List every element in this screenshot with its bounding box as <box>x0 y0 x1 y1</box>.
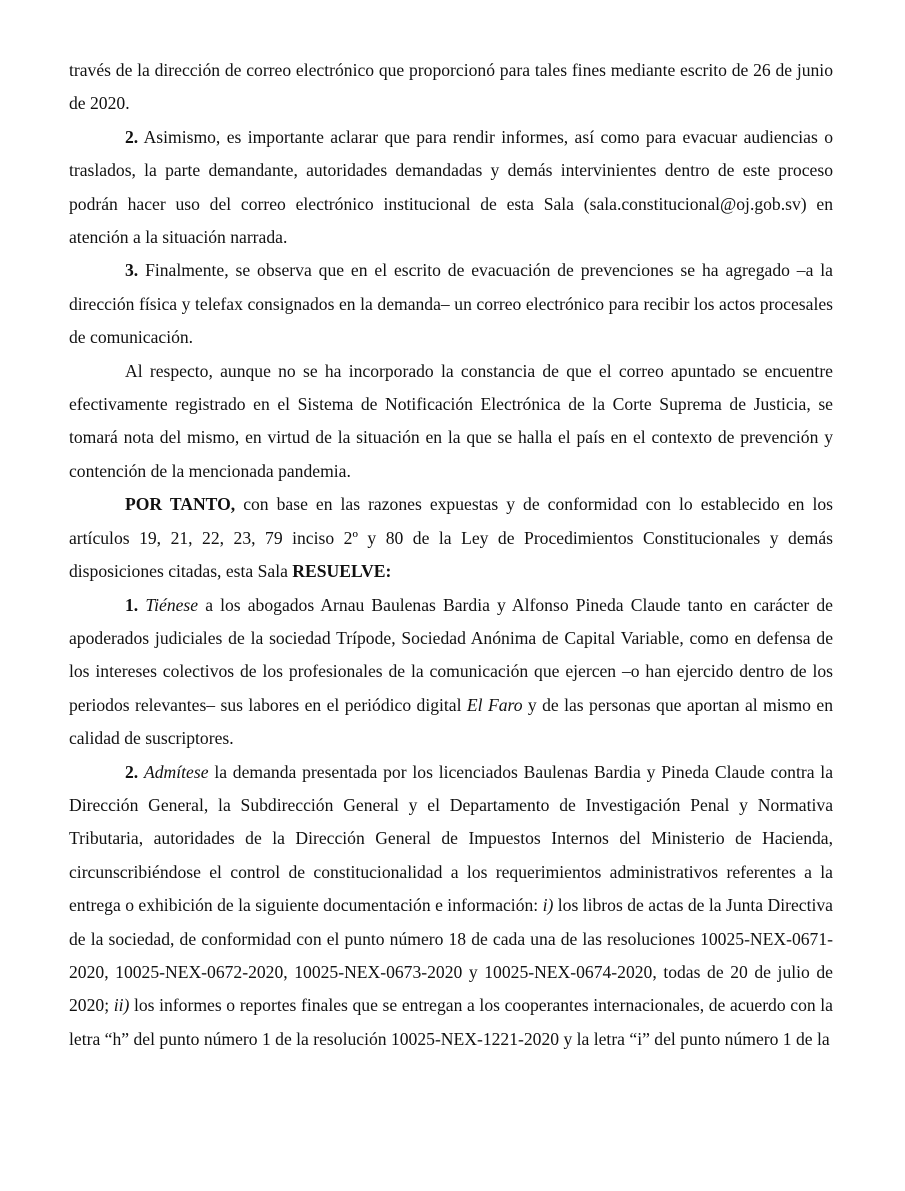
paragraph <box>69 121 833 255</box>
paragraph-text: la demanda presentada por los licenciados Baulenas Bardia y Pineda Claude contra la Dirección General, la Subdirección General y el Departamento de Investigación Penal y Normativa Tributaria, autoridades de la Dirección General de Impuestos Internos del Ministerio de Hacienda, circunscribiéndose el control de constitucionalidad a los requerimientos administrativos referentes a la entrega o exhibición de la siguiente documentación e información: <box>69 761 834 916</box>
italic-text: Admítese <box>144 761 209 782</box>
bold-text: 1. <box>125 594 139 615</box>
paragraph <box>69 54 833 121</box>
paragraph-text: con base en las razones expuestas y de conformidad con lo establecido en los artículos 19, 21, 22, 23, 79 inciso 2º y 80 de la Ley de Procedimientos Constitucionales y demás disposiciones citadas, esta Sala <box>69 494 833 582</box>
paragraph-text: Finalmente, se observa que en el escrito de evacuación de prevenciones se ha agregado –a la dirección física y telefax consignados en la demanda– un correo electrónico para recibir los actos procesales de comunicación. <box>69 260 833 348</box>
italic-text: Tiénese <box>145 594 199 615</box>
paragraph <box>69 488 833 588</box>
paragraph <box>69 589 833 756</box>
paragraph-text: Asimismo, es importante aclarar que para rendir informes, así como para evacuar audiencias o traslados, la parte demandante, autoridades demandadas y demás intervinientes dentro de este proceso podrán hacer uso del correo electrónico institucional de esta Sala (sala.constitucional@oj.gob.sv) en atención a la situación narrada. <box>69 126 833 248</box>
bold-text: 3. <box>125 260 139 281</box>
bold-text: 2. <box>125 126 139 147</box>
italic-text: El Faro <box>466 694 523 715</box>
paragraph <box>69 254 833 354</box>
bold-text: RESUELVE: <box>292 561 392 582</box>
italic-text: ii) <box>113 995 130 1016</box>
paragraph-text: través de la dirección de correo electrónico que proporcionó para tales fines mediante escrito de 26 de junio de 2020. <box>69 60 833 114</box>
paragraph-text: los libros de actas de la Junta Directiva de la sociedad, de conformidad con el punto número 18 de cada una de las resoluciones 10025-NEX-0671-2020, 10025-NEX-0672-2020, 10025-NEX-0673-2020 y 10025-NEX-0674-2020, todas de 20 de julio de 2020; <box>69 895 833 1016</box>
paragraph <box>69 355 833 489</box>
document-page <box>69 54 833 1056</box>
paragraph-text: los informes o reportes finales que se entregan a los cooperantes internacionales, de acuerdo con la letra “h” del punto número 1 de la resolución 10025-NEX-1221-2020 y la letra “i” del punto número 1 de la <box>69 995 833 1049</box>
bold-text: POR TANTO, <box>125 494 236 515</box>
paragraph-text: y de las personas que aportan al mismo en calidad de suscriptores. <box>69 694 833 749</box>
paragraph-text: Al respecto, aunque no se ha incorporado la constancia de que el correo apuntado se encuentre efectivamente registrado en el Sistema de Notificación Electrónica de la Corte Suprema de Justicia, se tomará nota del mismo, en virtud de la situación en la que se halla el país en el contexto de prevención y contención de la mencionada pandemia. <box>69 360 833 481</box>
italic-text: i) <box>542 895 554 916</box>
paragraph-text: a los abogados Arnau Baulenas Bardia y Alfonso Pineda Claude tanto en carácter de apoderados judiciales de la sociedad Trípode, Sociedad Anónima de Capital Variable, como en defensa de los intereses colectivos de los profesionales de la comunicación que ejercen –o han ejercido dentro de los periodos relevantes– sus labores en el periódico digital <box>69 594 833 715</box>
paragraph <box>69 756 833 1057</box>
bold-text: 2. <box>125 761 139 782</box>
